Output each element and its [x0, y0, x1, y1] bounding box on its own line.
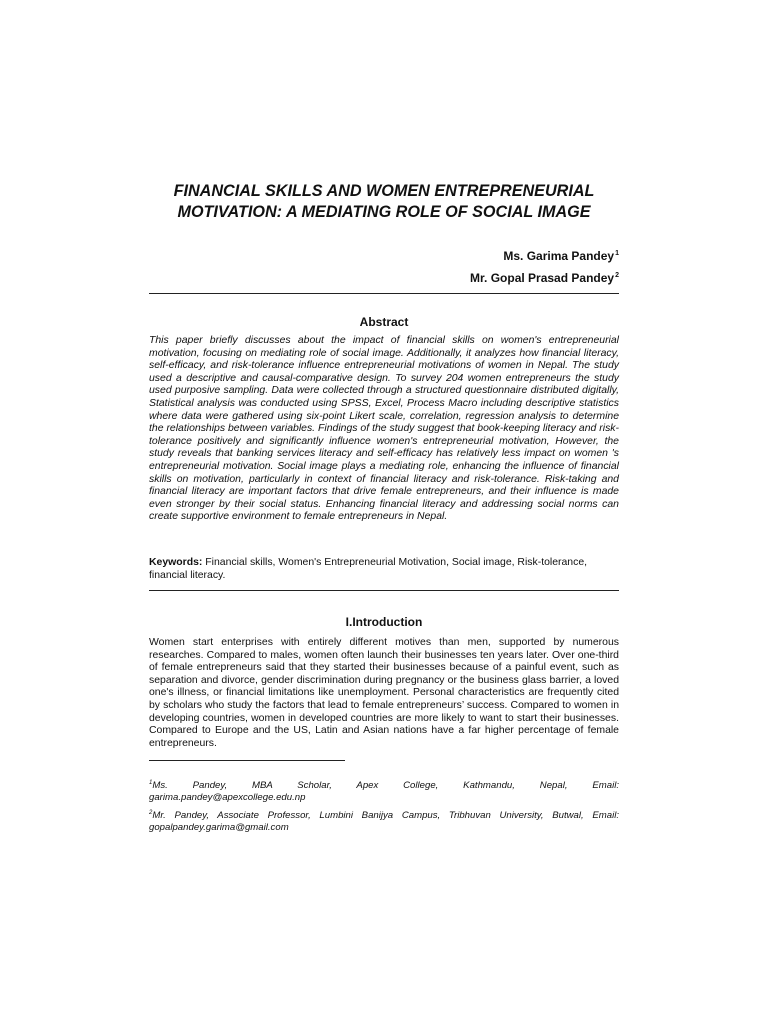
- keywords: [149, 557, 619, 583]
- author-1-name: Ms. Garima Pandey: [503, 249, 615, 263]
- footnote-2: [149, 807, 619, 834]
- footnote-1-line-1-text: Ms. Pandey, MBA Scholar, Apex College, Kathmandu, Nepal, Email:: [152, 780, 619, 791]
- footnote-2-line-1: [149, 807, 619, 822]
- paper-title-line-2: MOTIVATION: A MEDIATING ROLE OF SOCIAL IMAGE: [177, 203, 591, 221]
- author-2-name: Mr. Gopal Prasad Pandey: [470, 271, 615, 285]
- author-1-footnote-mark: 1: [615, 250, 619, 257]
- abstract-heading: Abstract: [359, 315, 409, 329]
- author-2: [470, 271, 619, 285]
- footnote-2-mark: 2: [149, 810, 153, 816]
- author-1: [503, 249, 619, 263]
- footnote-1-mark: 1: [149, 780, 153, 786]
- author-2-footnote-mark: 2: [615, 272, 619, 279]
- abstract-divider: [149, 590, 619, 591]
- footnote-2-line-1-text: Mr. Pandey, Associate Professor, Lumbini Banijya Campus, Tribhuvan University, Butwal, Email:: [152, 810, 619, 821]
- footnote-2-line-2: gopalpandey.garima@gmail.com: [149, 822, 289, 833]
- footnote-1-line-1: [149, 777, 619, 792]
- footnote-divider: [149, 760, 345, 761]
- paper-title-line-1: FINANCIAL SKILLS AND WOMEN ENTREPRENEURIAL: [173, 182, 595, 200]
- paper-title: [149, 181, 619, 223]
- footnote-1: [149, 777, 619, 804]
- footnote-1-line-2: garima.pandey@apexcollege.edu.np: [149, 792, 306, 803]
- header-divider: [149, 293, 619, 294]
- introduction-text: Women start enterprises with entirely different motives than men, supported by numerous researches. Compared to males, women often launch their businesses ten years later. Over one-third of female entrepreneurs said that they started their businesses because of a painful event, such as separation and divorce, gender discrimination during pregnancy or the business glass barrier, a loved one's illness, or financial limitations like unemployment. Personal characteristics are frequently cited by scholars who study the factors that lead to female entrepreneurs’ success. Compared to women in developing countries, women in developed countries are more likely to want to start their businesses. Compared to Europe and the US, Latin and Asian nations have a far higher percentage of female entrepreneurs.: [149, 637, 619, 749]
- abstract-text: This paper briefly discusses about the impact of financial skills on women's entrepreneurial motivation, focusing on mediating role of social image. Additionally, it analyzes how financial literacy, self-efficacy, and risk-tolerance influence entrepreneurial motivations of women in Nepal. The study used a descriptive and causal-comparative design. To survey 204 women entrepreneurs the study used purposive sampling. Data were collected through a structured questionnaire distributed digitally, Statistical analysis was conducted using SPSS, Excel, Process Macro including descriptive statistics where data were gathered using six-point Likert scale, correlation, regression analysis to determine the relationships between variables. Findings of the study suggest that book-keeping literacy and risk-tolerance positively and significantly influence women's entrepreneurial motivation, However, the study reveals that banking services literacy and self-efficacy has relatively less impact on women 's entrepreneurial motivation. Social image plays a mediating role, enhancing the influence of financial skills on motivation, particularly in context of financial literacy and risk-tolerance. Risk-taking and financial literacy are important factors that drive female entrepreneurs, and their influence is made even stronger by their social status. Enhancing financial literacy and addressing social norms can create supportive environment to female entrepreneurs in Nepal.: [149, 335, 619, 523]
- keywords-text: Financial skills, Women's Entrepreneurial Motivation, Social image, Risk-tolerance, financial literacy.: [149, 557, 588, 581]
- introduction-heading: I.Introduction: [345, 615, 423, 629]
- keywords-label: Keywords:: [149, 557, 203, 568]
